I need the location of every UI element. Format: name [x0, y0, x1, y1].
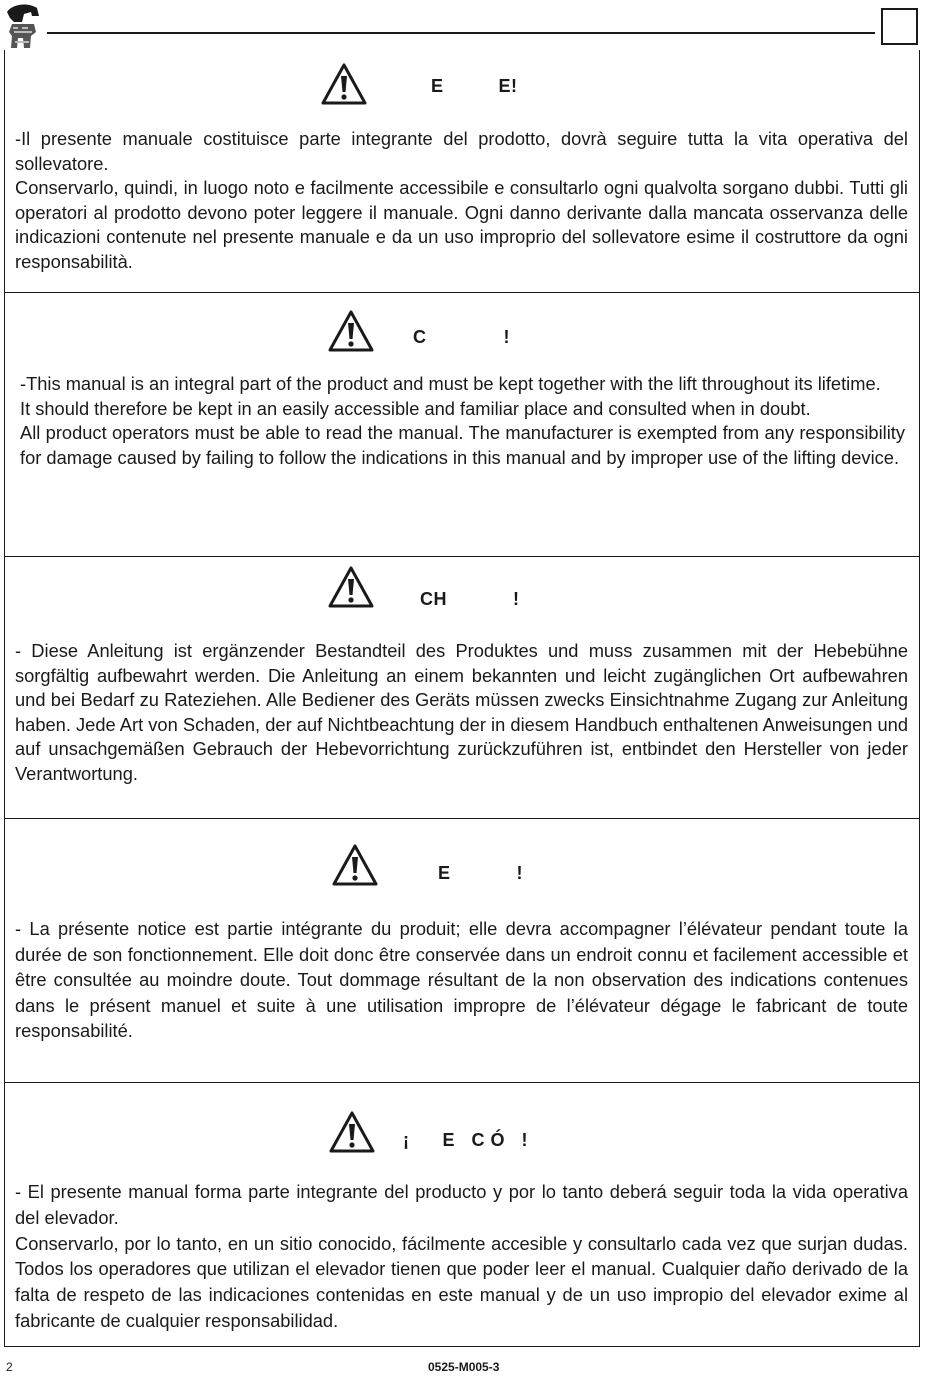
header-rule: [47, 32, 875, 34]
page-number: 2: [6, 1360, 13, 1374]
section-body: [15, 916, 908, 1044]
section-body: [15, 1179, 908, 1334]
warning-heading-row: [327, 565, 727, 615]
warning-triangle-icon: [331, 843, 379, 887]
section-italian: [5, 50, 919, 293]
section-spanish: [5, 1083, 919, 1347]
warning-heading-row: [320, 62, 720, 112]
section-heading: CH !: [420, 589, 520, 609]
section-french: [5, 819, 919, 1083]
warning-heading-row: [331, 843, 731, 893]
section-heading: C !: [413, 327, 511, 347]
document-code: 0525-M005-3: [428, 1360, 500, 1374]
section-heading: E E!: [431, 76, 518, 96]
paragraph: All product operators must be able to read the manual. The manufacturer is exempted from any responsibility for damage caused by failing to follow the indications in this manual and by improper use of the lifting device.: [20, 422, 905, 468]
section-body: [15, 127, 908, 275]
section-body: [15, 639, 908, 787]
warning-triangle-icon: [327, 309, 375, 353]
warning-triangle-icon: [328, 1110, 376, 1154]
paragraph: It should therefore be kept in an easily accessible and familiar place and consulted when in doubt.: [20, 397, 811, 419]
corner-box: [881, 8, 918, 45]
warning-heading-row: [327, 309, 727, 359]
paragraph: Conservarlo, por lo tanto, en un sitio conocido, fácilmente accesible y consultarlo cada vez que surjan dudas. Todos los operadores que utilizan el elevador tienen que poder leer el manual. Cualquier daño derivado de la falta de respeto de las indicaciones contenidas en este manual y de un uso impropio del elevador exime al fabricante de cualquier responsabilidad.: [15, 1232, 908, 1331]
warning-triangle-icon: [327, 565, 375, 609]
paragraph: -Il presente manuale costituisce parte integrante del prodotto, dovrà seguire tutta la vita operativa del sollevatore.: [15, 128, 908, 174]
section-heading: ¡ E C Ó !: [403, 1130, 529, 1150]
content-frame: [4, 50, 920, 1347]
warning-triangle-icon: [320, 62, 368, 106]
paragraph: - El presente manual forma parte integrante del producto y por lo tanto deberá seguir toda la vida operativa del elevador.: [15, 1181, 908, 1228]
paragraph: - La présente notice est partie intégrante du produit; elle devra accompagner l’élévateur pendant toute la durée de son fonctionnement. Elle doit donc être conservée dans un endroit connu et facilement accessible et être consultée au moindre doute. Tout dommage résultant de la non observation des indications contenues dans le présent manuel et suite à une utilisation impropre de l’élévateur dégage le fabricant de toute responsabilité.: [15, 918, 908, 1041]
paragraph: Conservarlo, quindi, in luogo noto e facilmente accessibile e consultarlo ogni qualvolta sorgano dubbi. Tutti gli operatori al prodotto devono poter leggere il manuale. Ogni danno derivante dalla mancata osservanza delle indicazioni contenute nel presente manuale e da un uso improprio del sollevatore esime il costruttore da ogni responsabilità.: [15, 177, 908, 272]
brand-logo-icon: [4, 2, 42, 50]
warning-heading-row: [328, 1110, 728, 1160]
section-body: [20, 372, 905, 470]
paragraph: -This manual is an integral part of the product and must be kept together with the lift throughout its lifetime.: [20, 373, 881, 394]
section-heading: E !: [438, 863, 524, 883]
paragraph: - Diese Anleitung ist ergänzender Bestandteil des Produktes und muss zusammen mit der Hebebühne sorgfältig aufbewahrt werden. Die Anleitung an einem bekannten und leicht zugänglichen Ort aufbewahren und bei Bedarf zu Rateziehen. Alle Bediener des Geräts müssen zwecks Einsichtnahme Zugang zur Anleitung haben. Jede Art von Schaden, der auf Nichtbeachtung der in diesem Handbuch enthaltenen Anweisungen und auf unsachgemäßen Gebrauch der Hebevorrichtung zurückzuführen ist, entbindet den Hersteller von jeder Verantwortung.: [15, 640, 908, 784]
section-english: [5, 293, 919, 557]
section-german: [5, 557, 919, 819]
